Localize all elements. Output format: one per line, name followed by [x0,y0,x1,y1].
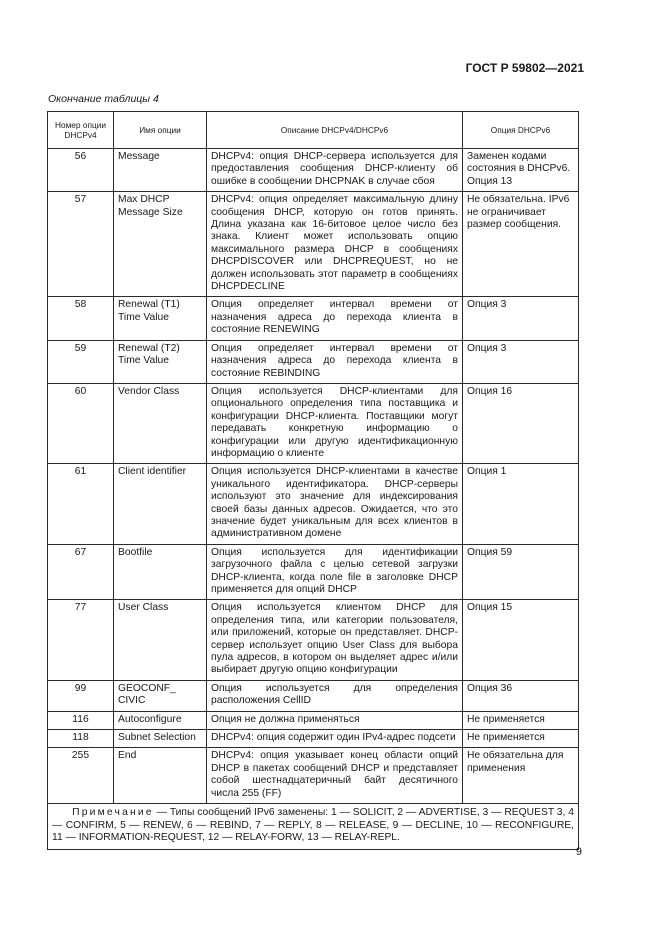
note-text: — Типы сообщений IPv6 заменены: 1 — SOLICIT, 2 — ADVERTISE, 3 — REQUEST 3, 4 — CONFIRM, 5 — RENEW, 6 — REBIND, 7 — REPLY, 8 — RELEASE, 9 — DECLINE, 10 — RECONFIGURE, 11 — INFORMATION-REQUEST, 12 — RELAY-FORW, 13 — RELAY-REPL. [52,807,574,844]
option-v6: Опция 3 [463,297,579,340]
page-number: 9 [575,846,582,858]
option-number: 99 [48,680,114,711]
option-v6: Заменен кодами состояния в DHCPv6. Опция 13 [463,149,579,192]
table-row [48,730,579,748]
option-description: Опция используется для идентификации загрузочного файла с целью сетевой загрузки DHCP-клиента, когда поле file в заголовке DHCP применяется для опций DHCP [207,544,463,600]
table-row [48,544,579,600]
col-header-name: Имя опции [114,112,207,149]
table-row [48,192,579,297]
option-number: 59 [48,340,114,383]
table-row [48,711,579,729]
option-name: Bootfile [114,544,207,600]
table-note [48,804,579,850]
option-number: 61 [48,464,114,544]
option-name: Message [114,149,207,192]
option-name: Renewal (T2) Time Value [114,340,207,383]
option-number: 77 [48,600,114,680]
option-number: 255 [48,748,114,804]
option-name: Autoconfigure [114,711,207,729]
option-v6: Опция 3 [463,340,579,383]
table-row [48,340,579,383]
option-name: Subnet Selection [114,730,207,748]
table-note-row [48,804,579,850]
option-number: 57 [48,192,114,297]
table-caption: Окончание таблицы 4 [48,93,159,105]
col-header-description: Описание DHCPv4/DHCPv6 [207,112,463,149]
option-v6: Не обязательна. IPv6 не ограничивает размер сообщения. [463,192,579,297]
option-name: User Class [114,600,207,680]
option-name: Renewal (T1) Time Value [114,297,207,340]
table-row [48,149,579,192]
option-description: Опция используется DHCP-клиентами в качестве уникального идентификатора. DHCP-серверы используют это значение для индексирования своей базы данных адресов. Ожидается, что это значение будет уникальным для всех клиентов в административном домене [207,464,463,544]
option-name: Vendor Class [114,383,207,463]
option-v6: Не применяется [463,711,579,729]
option-v6: Не применяется [463,730,579,748]
table-row [48,600,579,680]
option-description: DHCPv4: опция DHCP-сервера используется для предоставления сообщения DHCP-клиенту об ошибке в сообщении DHCPNAK в случае сбоя [207,149,463,192]
option-name: Client identifier [114,464,207,544]
option-description: DHCPv4: опция указывает конец области опций DHCP в пакетах сообщений DHCP и представляет собой шестнадцатеричный байт десятичного числа 255 (FF) [207,748,463,804]
option-description: Опция используется для определения расположения CellID [207,680,463,711]
table-row [48,383,579,463]
note-label: Примечание [72,807,154,819]
option-name: Max DHCP Message Size [114,192,207,297]
option-description: Опция не должна применяться [207,711,463,729]
option-name: GEOCONF_ CIVIC [114,680,207,711]
option-description: Опция определяет интервал времени от назначения адреса до перехода клиента в состояние REBINDING [207,340,463,383]
option-description: Опция используется клиентом DHCP для определения типа, или категории пользователя, или приложений, которые он представляет. DHCP-сервер использует опцию User Class для выбора пула адресов, в котором он выделяет адрес и/или выбирает другую опцию конфигурации [207,600,463,680]
option-v6: Опция 16 [463,383,579,463]
option-description: DHCPv4: опция содержит один IPv4-адрес подсети [207,730,463,748]
option-name: End [114,748,207,804]
table-row [48,748,579,804]
option-description: DHCPv4: опция определяет максимальную длину сообщения DHCP, которую он готов принять. Длина указана как 16-битовое целое число без знака. Клиент может использовать опцию максимального размера DHCP в сообщениях DHCPDISCOVER или DHCPREQUEST, но не должен использовать этот параметр в сообщениях DHCPDECLINE [207,192,463,297]
table-row [48,680,579,711]
option-description: Опция используется DHCP-клиентами для опционального определения типа поставщика и конфигурации DHCP-клиента. Поставщики могут передавать конкретную информацию о конфигурации или другую идентификационную информацию о клиенте [207,383,463,463]
dhcp-options-table [47,111,579,850]
table-header-row [48,112,579,149]
option-v6: Опция 59 [463,544,579,600]
option-description: Опция определяет интервал времени от назначения адреса до перехода клиента в состояние RENEWING [207,297,463,340]
option-v6: Опция 1 [463,464,579,544]
option-number: 60 [48,383,114,463]
standard-code: ГОСТ Р 59802—2021 [465,61,584,75]
col-header-v6-option: Опция DHCPv6 [463,112,579,149]
option-number: 56 [48,149,114,192]
col-header-number: Номер опции DHCPv4 [48,112,114,149]
table-row [48,297,579,340]
option-number: 67 [48,544,114,600]
option-number: 118 [48,730,114,748]
option-number: 58 [48,297,114,340]
option-v6: Опция 36 [463,680,579,711]
option-v6: Не обязательна для применения [463,748,579,804]
option-v6: Опция 15 [463,600,579,680]
option-number: 116 [48,711,114,729]
table-row [48,464,579,544]
